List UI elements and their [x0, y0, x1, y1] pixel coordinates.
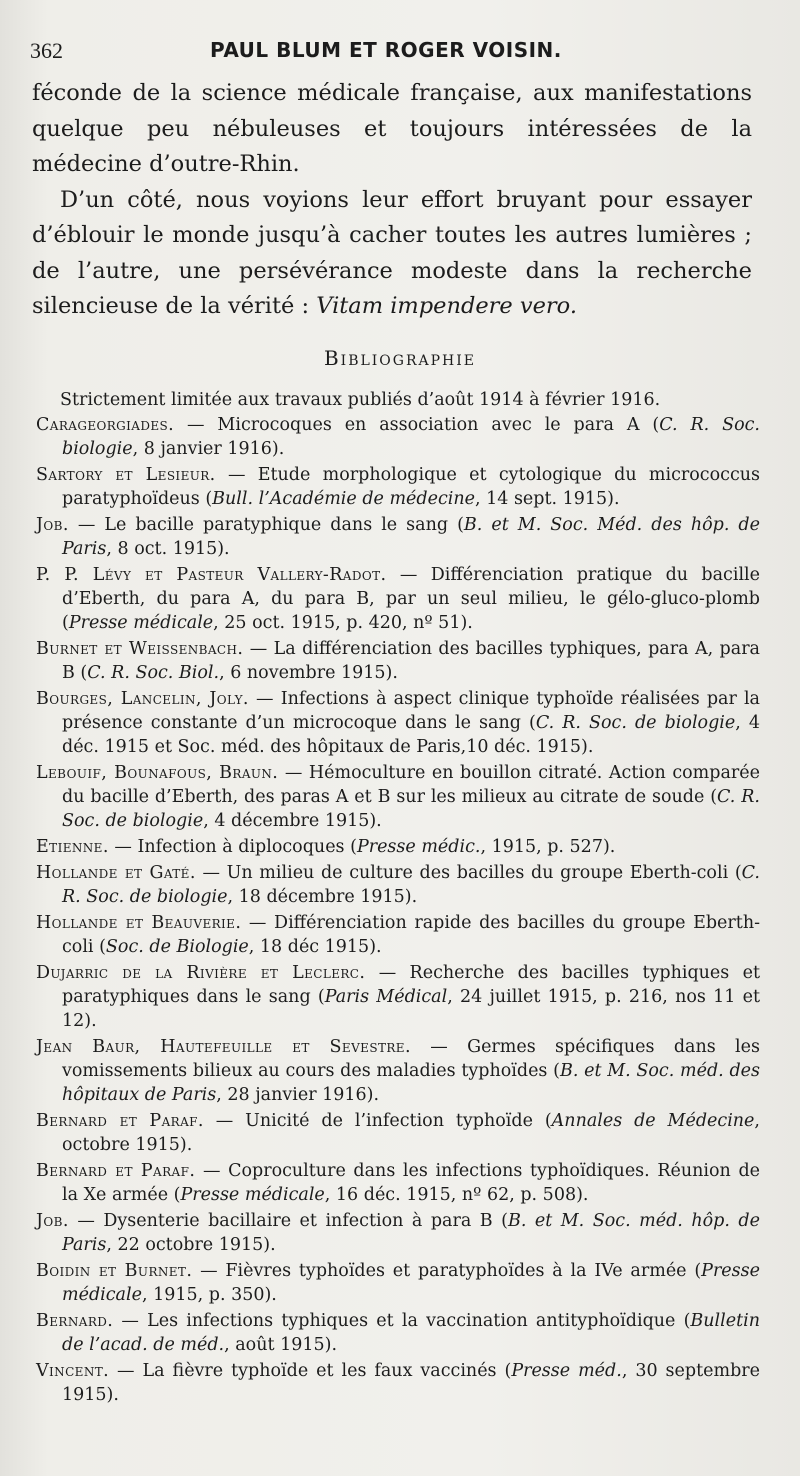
entry-source: C. R. Soc. de biologie [62, 787, 760, 831]
bibliography-entry [36, 687, 760, 759]
entry-rest: , août 1915). [224, 1335, 338, 1355]
entry-rest: , 30 septembre 1915). [62, 1361, 761, 1405]
entry-rest: , 28 janvier 1916). [216, 1085, 380, 1105]
entry-text: — Les infections typhiques et la vaccination antityphoïdique ( [113, 1311, 691, 1331]
entry-rest: , 16 déc. 1915, nº 62, p. 508). [324, 1185, 589, 1205]
bibliography-entry [36, 1035, 760, 1107]
entry-text: — Recherche des bacilles typhiques et paratyphiques dans le sang ( [62, 963, 760, 1007]
entry-authors: Burnet et Weissenbach. [36, 639, 244, 659]
entry-authors: P. P. Lévy et Pasteur Vallery-Radot. [36, 565, 387, 585]
entry-source: Presse médicale [180, 1185, 325, 1205]
bibliography-title: Bibliographie [323, 346, 477, 370]
entry-text: — La fièvre typhoïde et les faux vaccinés ( [109, 1361, 512, 1381]
bibliography-entry [36, 637, 760, 685]
page-number: 362 [30, 38, 63, 63]
entry-authors: Etienne. [36, 837, 109, 857]
entry-text: — Infections à aspect clinique typhoïde réalisées par la présence constante d’un microcoque dans le sang ( [62, 689, 760, 733]
entry-rest: , 14 sept. 1915). [474, 489, 620, 509]
entry-source: Bulletin de l’acad. de méd. [62, 1311, 760, 1355]
latin-quote: Vitam impendere vero. [316, 293, 577, 319]
entry-rest: , 18 déc 1915). [248, 937, 382, 957]
entry-source: Presse médicale [62, 1261, 760, 1305]
bibliography-entry [36, 513, 760, 561]
entry-authors: Job. [36, 515, 69, 535]
entry-text: — Différenciation pratique du bacille d’Eberth, du para A, du para B, par un seul milieu, le gélo-gluco-plomb ( [62, 565, 760, 633]
entry-text: — La différenciation des bacilles typhiques, para A, para B ( [62, 639, 760, 683]
entry-authors: Dujarric de la Rivière et Leclerc. [36, 963, 366, 983]
entry-text: — Microcoques en association avec le para A ( [174, 415, 660, 435]
entry-rest: , 25 oct. 1915, p. 420, nº 51). [213, 613, 473, 633]
paragraph [32, 183, 752, 325]
entry-authors: Hollande et Beauverie. [36, 913, 242, 933]
entry-source: Bull. l’Académie de médecine [212, 489, 475, 509]
entry-authors: Hollande et Gaté. [36, 863, 196, 883]
entry-authors: Bernard. [36, 1311, 114, 1331]
entry-text: — Infection à diplocoques ( [108, 837, 357, 857]
entry-rest: , 1915, p. 527). [480, 837, 616, 857]
bibliography-entry [36, 911, 760, 959]
entry-authors: Bernard et Paraf. [36, 1161, 196, 1181]
bibliography-entry [36, 1359, 760, 1407]
paragraph: féconde de la science médicale française, aux manifestations quelque peu nébuleuses et toujours intéressées de la médecine d’outre-Rhin. [32, 80, 752, 177]
body-text [32, 76, 752, 325]
entry-text: — Etude morphologique et cytologique du micrococcus paratyphoïdeus ( [62, 465, 760, 509]
entry-rest: , 22 octobre 1915). [106, 1235, 276, 1255]
entry-authors: Carageorgiades. [36, 415, 175, 435]
bibliography-entry [36, 463, 760, 511]
bibliography-entry [36, 563, 760, 635]
bibliography-entry [36, 1209, 760, 1257]
entry-authors: Lebouif, Bounafous, Braun. [36, 763, 279, 783]
bibliography-entry [36, 1259, 760, 1307]
entry-source: Presse méd. [511, 1361, 622, 1381]
bibliography-entry [36, 761, 760, 833]
entry-text: — Un milieu de culture des bacilles du groupe Eberth-coli ( [195, 863, 742, 883]
entry-authors: Sartory et Lesieur. [36, 465, 216, 485]
bibliography-entry [36, 1109, 760, 1157]
bibliography-entries [36, 413, 760, 1407]
bibliography-intro: Strictement limitée aux travaux publiés d’août 1914 à février 1916. [60, 390, 661, 410]
entry-text: — Fièvres typhoïdes et paratyphoïdes à la IVe armée ( [192, 1261, 702, 1281]
paragraph-text: D’un côté, nous voyions leur effort bruyant pour essayer d’éblouir le monde jusqu’à cacher toutes les autres lumières ; de l’autre, une persévérance modeste dans la recherche silencieuse de la vérité : [32, 186, 752, 319]
entry-source: Presse médic. [356, 837, 481, 857]
entry-text: — Le bacille paratyphique dans le sang ( [68, 515, 464, 535]
entry-authors: Bernard et Paraf. [36, 1111, 204, 1131]
running-head: PAUL BLUM ET ROGER VOISIN. [210, 38, 562, 62]
entry-source: Annales de Médecine [551, 1111, 755, 1131]
entry-rest: , octobre 1915). [62, 1111, 760, 1155]
entry-rest: , 8 oct. 1915). [106, 539, 230, 559]
entry-source: Soc. de Biologie [105, 937, 249, 957]
entry-source: B. et M. Soc. méd. des hôpitaux de Paris [62, 1061, 760, 1105]
entry-source: B. et M. Soc. Méd. des hôp. de Paris [62, 515, 760, 559]
entry-source: C. R. Soc. biologie [62, 415, 760, 459]
entry-text: — Différenciation rapide des bacilles du groupe Eberth-coli ( [62, 913, 760, 957]
entry-authors: Bourges, Lancelin, Joly. [36, 689, 249, 709]
bibliography-entry [36, 961, 760, 1033]
entry-authors: Boidin et Burnet. [36, 1261, 193, 1281]
entry-text: — Coproculture dans les infections typhoïdiques. Réunion de la Xe armée ( [62, 1161, 761, 1205]
entry-text: — Dysenterie bacillaire et infection à para B ( [68, 1211, 508, 1231]
entry-rest: , 24 juillet 1915, p. 216, nos 11 et 12). [62, 987, 760, 1031]
bibliography-entry [36, 413, 760, 461]
entry-source: B. et M. Soc. méd. hôp. de Paris [62, 1211, 760, 1255]
page-header [30, 38, 770, 68]
entry-authors: Vincent. [36, 1361, 110, 1381]
entry-rest: , 18 décembre 1915). [227, 887, 418, 907]
bibliography [36, 388, 760, 1409]
entry-source: C. R. Soc. de biologie [535, 713, 736, 733]
entry-authors: Job. [36, 1211, 69, 1231]
entry-rest: , 6 novembre 1915). [219, 663, 398, 683]
entry-rest: , 8 janvier 1916). [132, 439, 285, 459]
entry-source: Presse médicale [68, 613, 214, 633]
entry-text: — Hémoculture en bouillon citraté. Action comparée du bacille d’Eberth, des paras A et B sur les milieux au citrate de soude ( [62, 763, 760, 807]
entry-text: — Germes spécifiques dans les vomissements bilieux au cours des maladies typhoïdes ( [62, 1037, 760, 1081]
entry-source: Paris Médical [324, 987, 448, 1007]
entry-rest: , 4 déc. 1915 et Soc. méd. des hôpitaux de Paris,10 déc. 1915). [62, 713, 761, 757]
bibliography-entry [36, 1309, 760, 1357]
entry-authors: Jean Baur, Hautefeuille et Sevestre. [36, 1037, 411, 1057]
bibliography-entry [36, 835, 760, 859]
entry-source: C. R. Soc. de biologie [62, 863, 760, 907]
entry-text: — Unicité de l’infection typhoïde ( [203, 1111, 552, 1131]
entry-rest: , 4 décembre 1915). [203, 811, 382, 831]
entry-rest: , 1915, p. 350). [141, 1285, 277, 1305]
bibliography-entry [36, 861, 760, 909]
entry-source: C. R. Soc. Biol. [87, 663, 220, 683]
bibliography-entry [36, 1159, 760, 1207]
